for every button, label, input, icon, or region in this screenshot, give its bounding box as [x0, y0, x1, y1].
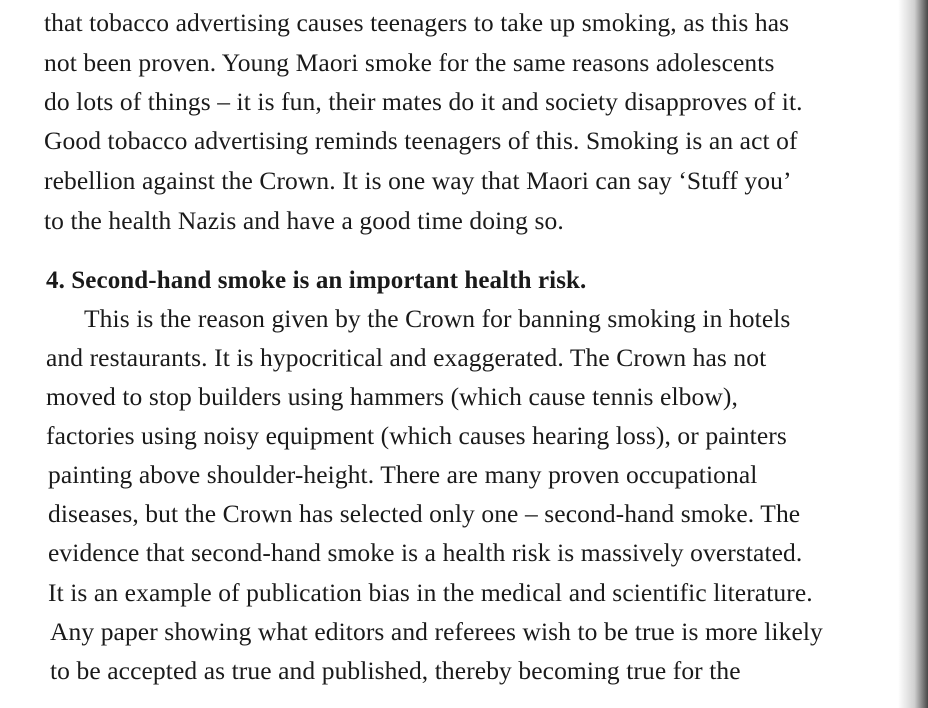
body-line: This is the reason given by the Crown for banning smoking in hotels	[84, 304, 791, 333]
body-line: diseases, but the Crown has selected only one – second-hand smoke. The	[48, 499, 801, 528]
body-line: rebellion against the Crown. It is one way that Maori can say ‘Stuff you’	[44, 166, 792, 195]
body-line: factories using noisy equipment (which causes hearing loss), or painters	[46, 421, 787, 450]
body-line: to be accepted as true and published, thereby becoming true for the	[50, 656, 741, 685]
page-edge-shadow	[898, 0, 928, 708]
body-line: Good tobacco advertising reminds teenagers of this. Smoking is an act of	[44, 126, 798, 155]
body-line: moved to stop builders using hammers (which cause tennis elbow),	[46, 382, 738, 411]
body-line: It is an example of publication bias in the medical and scientific literature.	[48, 578, 813, 607]
body-line: not been proven. Young Maori smoke for the same reasons adolescents	[44, 48, 775, 77]
body-line: do lots of things – it is fun, their mates do it and society disapproves of it.	[44, 87, 803, 116]
body-line: Any paper showing what editors and referees wish to be true is more likely	[50, 617, 823, 646]
body-line: and restaurants. It is hypocritical and exaggerated. The Crown has not	[46, 343, 767, 372]
body-line: evidence that second-hand smoke is a health risk is massively overstated.	[48, 538, 803, 567]
body-line: to the health Nazis and have a good time doing so.	[44, 206, 564, 235]
body-line: that tobacco advertising causes teenagers to take up smoking, as this has	[44, 8, 790, 37]
section-heading: 4. Second-hand smoke is an important health risk.	[46, 267, 587, 294]
body-line: painting above shoulder-height. There are many proven occupational	[48, 460, 758, 489]
